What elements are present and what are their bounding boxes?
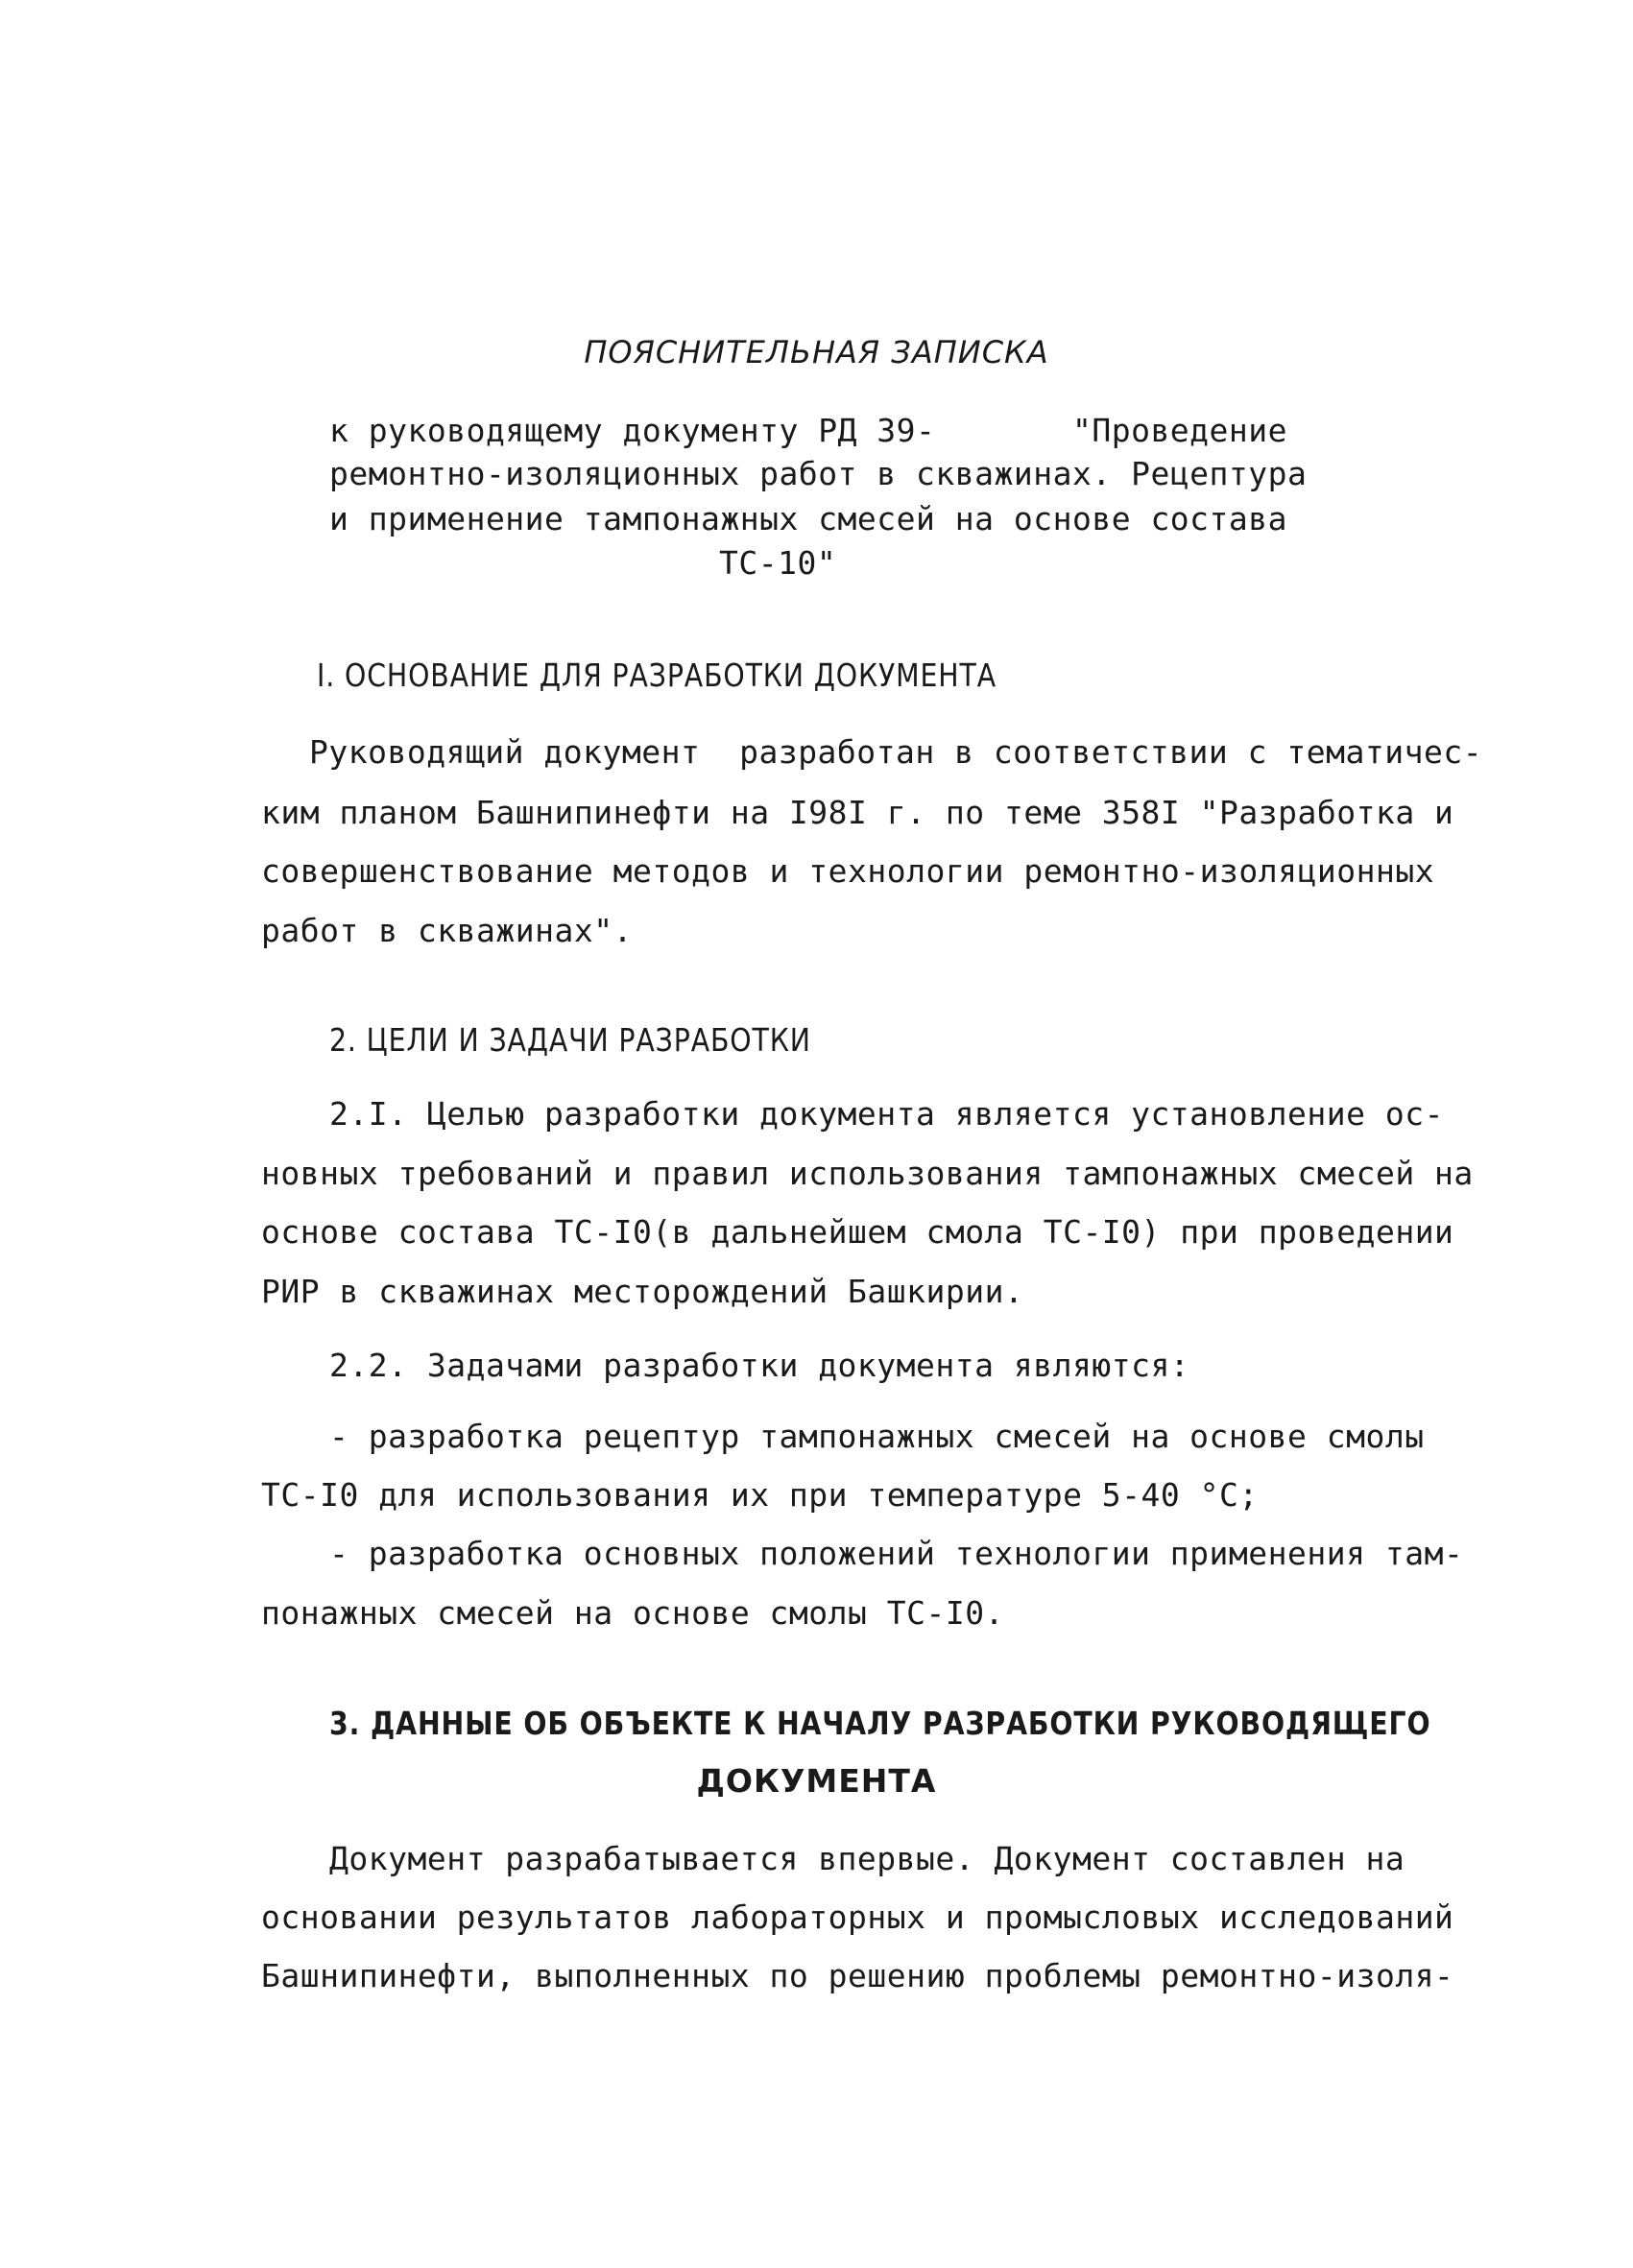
paragraph-line: ким планом Башнипинефти на I98I г. по теме 358I "Разработка и (261, 794, 1454, 831)
paragraph-line: Руководящий документ разработан в соответствии с тематичес- (309, 733, 1483, 771)
paragraph-line: - разработка рецептур тампонажных смесей на основе смолы (329, 1418, 1425, 1455)
paragraph-line: РИР в скважинах месторождений Башкирии. (261, 1273, 1024, 1310)
subtitle-line: ТС-10" (719, 544, 837, 582)
paragraph-line: 2.2. Задачами разработки документа являются: (329, 1347, 1190, 1384)
subtitle-line: ремонтно-изоляционных работ в скважинах. Рецептура (329, 455, 1308, 492)
section-heading-continued: ДОКУМЕНТА (696, 1762, 937, 1800)
document-title: ПОЯСНИТЕЛЬНАЯ ЗАПИСКА (584, 334, 1049, 370)
section-heading: 2. ЦЕЛИ И ЗАДАЧИ РАЗРАБОТКИ (329, 1021, 811, 1059)
paragraph-line: Документ разрабатывается впервые. Документ составлен на (329, 1840, 1405, 1877)
subtitle-line: и применение тампонажных смесей на основе состава (329, 500, 1288, 537)
subtitle-line: к руководящему документу РД 39- "Проведение (329, 412, 1288, 449)
section-heading: 3. ДАННЫЕ ОБ ОБЪЕКТЕ К НАЧАЛУ РАЗРАБОТКИ РУКОВОДЯЩЕГО (329, 1705, 1431, 1742)
paragraph-line: Башнипинефти, выполненных по решению проблемы ремонтно-изоля- (261, 1957, 1454, 1994)
paragraph-line: - разработка основных положений технологии применения там- (329, 1535, 1464, 1572)
paragraph-line: работ в скважинах". (261, 912, 633, 949)
paragraph-line: 2.I. Целью разработки документа является установление ос- (329, 1095, 1444, 1133)
section-heading: I. ОСНОВАНИЕ ДЛЯ РАЗРАБОТКИ ДОКУМЕНТА (317, 657, 997, 694)
paragraph-line: основе состава ТС-I0(в дальнейшем смола ТС-I0) при проведении (261, 1213, 1454, 1251)
paragraph-line: основании результатов лабораторных и промысловых исследований (261, 1898, 1454, 1936)
paragraph-line: новных требований и правил использования тампонажных смесей на (261, 1155, 1474, 1192)
paragraph-line: ТС-I0 для использования их при температуре 5-40 °С; (261, 1476, 1259, 1514)
paragraph-line: совершенствование методов и технологии ремонтно-изоляционных (261, 852, 1435, 890)
paragraph-line: понажных смесей на основе смолы ТС-I0. (261, 1594, 1004, 1632)
